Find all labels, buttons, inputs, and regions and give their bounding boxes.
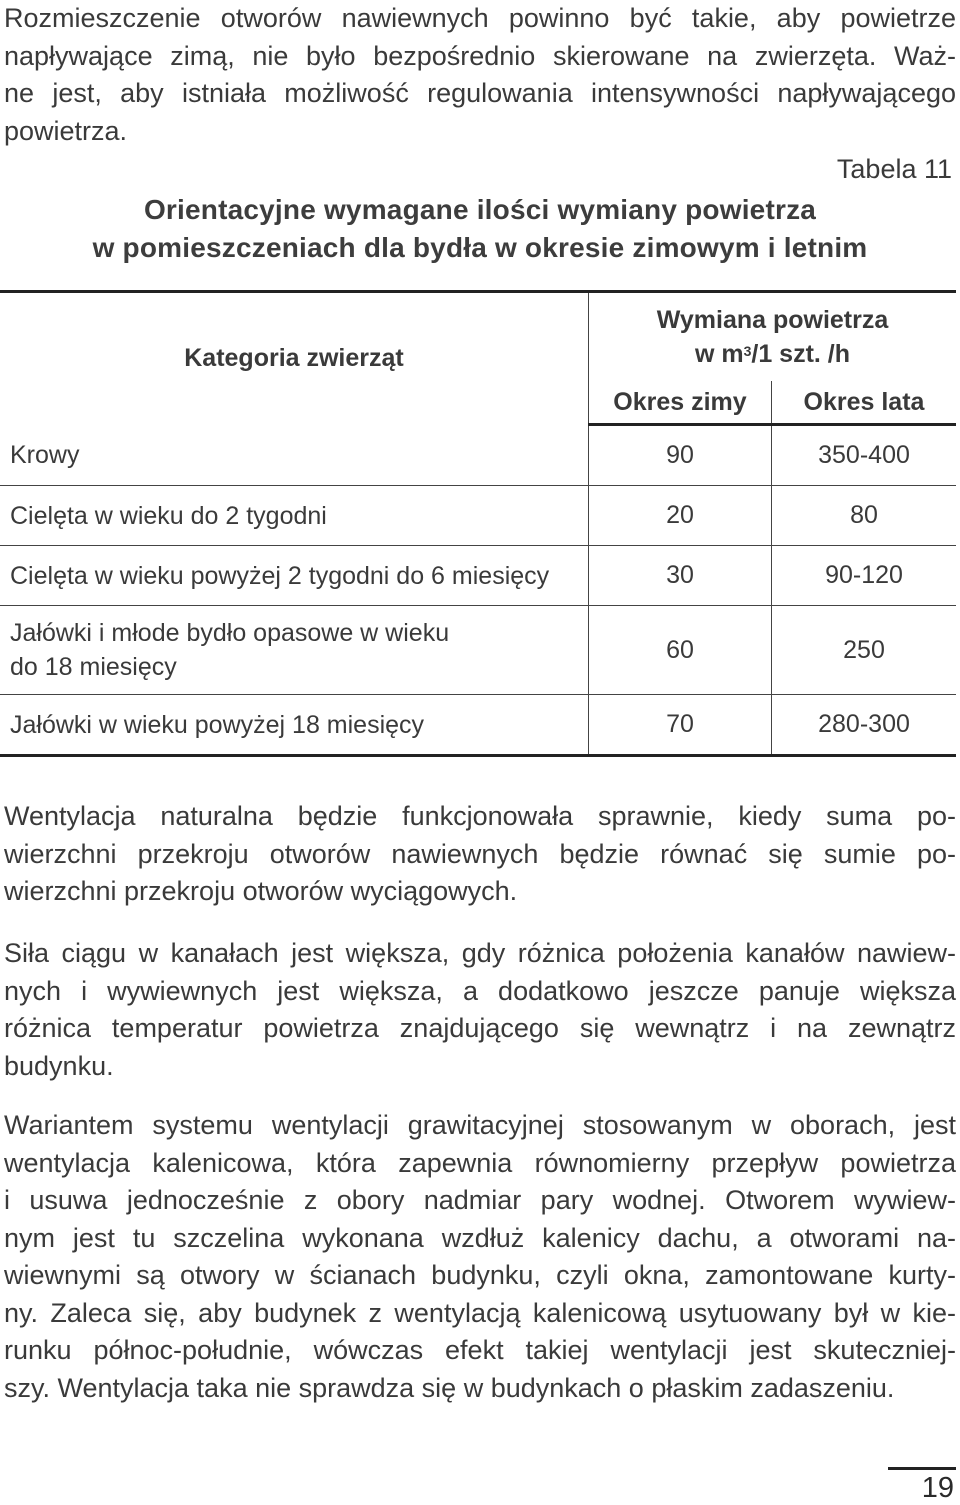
table-row: [0, 546, 956, 606]
text-line: Wentylacja naturalna będzie funkcjonowała sprawnie, kiedy suma po-: [4, 801, 956, 831]
text-line: nych i wywiewnych jest większa, a dodatkowo jeszcze panuje większa: [4, 975, 956, 1006]
text-line: powietrza.: [4, 115, 128, 146]
body-paragraph: [4, 1107, 956, 1407]
row-category: Jałówki i młode bydło opasowe w wieku do 18 miesięcy: [0, 606, 589, 695]
text-line: wierzchni przekroju otworów nawiewnych będzie równać się sumie po-: [4, 838, 956, 869]
row-summer-value: 280-300: [772, 695, 957, 756]
text-line: Siła ciągu w kanałach jest większa, gdy różnica położenia kanałów nawiew-: [4, 938, 956, 968]
header-summer: Okres lata: [772, 381, 957, 425]
text-line: i usuwa jednocześnie z obory nadmiar pary wodnej. Otworem wywiew-: [4, 1185, 956, 1215]
header-winter: Okres zimy: [589, 381, 772, 425]
row-winter-value: 70: [589, 695, 772, 756]
row-winter-value: 20: [589, 486, 772, 546]
table-label: Tabela 11: [836, 154, 952, 184]
text-line: nym jest tu szczelina wykonana wzdłuż kalenicy dachu, a otworami na-: [4, 1222, 956, 1253]
header-air-exchange-title: Wymiana powietrza: [656, 306, 889, 334]
text-line: budynku.: [4, 1050, 114, 1081]
text-line: ny. Zaleca się, aby budynek z wentylacją kalenicową usytuowany był w kie-: [4, 1297, 956, 1328]
text-line: Rozmieszczenie otworów nawiewnych powinno być takie, aby powietrze: [4, 3, 956, 33]
row-winter-value: 60: [589, 606, 772, 695]
table-caption-line: Orientacyjne wymagane ilości wymiany powietrza: [143, 194, 817, 225]
row-category: Cielęta w wieku powyżej 2 tygodni do 6 miesięcy: [0, 546, 589, 606]
text-line: runku północ-południe, wówczas efekt takiej wentylacji jest skuteczniej-: [4, 1335, 956, 1365]
row-category: Jałówki w wieku powyżej 18 miesięcy: [0, 695, 589, 756]
page-number-rule: [888, 1467, 956, 1470]
row-winter-value: 90: [589, 425, 772, 486]
header-air-exchange: [589, 292, 957, 382]
body-paragraph: [4, 935, 956, 1085]
header-air-exchange-unit: w $m^3/1$ szt. /h: [694, 340, 851, 368]
text-line: szy. Wentylacja taka nie sprawdza się w budynkach o płaskim zadaszeniu.: [4, 1372, 895, 1403]
row-winter-value: 30: [589, 546, 772, 606]
row-category: Krowy: [0, 425, 589, 486]
row-summer-value: 90-120: [772, 546, 957, 606]
row-summer-value: 80: [772, 486, 957, 546]
row-category: Cielęta w wieku do 2 tygodni: [0, 486, 589, 546]
table-row: [0, 695, 956, 756]
text-line: wiewnymi są otwory w ścianach budynku, czyli okna, zamontowane kurty-: [4, 1260, 956, 1290]
text-line: Wariantem systemu wentylacji grawitacyjnej stosowanym w oborach, jest: [4, 1110, 956, 1140]
table-row: [0, 425, 956, 486]
body-paragraph: [4, 798, 956, 911]
row-summer-value: 250: [772, 606, 957, 695]
text-line: wierzchni przekroju otworów wyciągowych.: [4, 876, 518, 906]
row-summer-value: 350-400: [772, 425, 957, 486]
table-row: [0, 486, 956, 546]
text-line: wentylacja kalenicowa, która zapewnia równomierny przepływ powietrza: [4, 1147, 956, 1178]
page-number: 19: [921, 1472, 954, 1504]
text-line: ne jest, aby istniała możliwość regulowania intensywności napływającego: [4, 78, 956, 108]
text-line: różnica temperatur powietrza znajdującego się wewnątrz i na zewnątrz: [4, 1013, 956, 1043]
intro-paragraph: [4, 0, 956, 150]
table-caption-line: w pomieszczeniach dla bydła w okresie zimowym i letnim: [92, 232, 868, 263]
air-exchange-table: [0, 290, 956, 757]
text-line: napływające zimą, nie było bezpośrednio skierowane na zwierzęta. Waż-: [4, 40, 956, 71]
table-row: [0, 606, 956, 695]
header-category: Kategoria zwierząt: [0, 292, 589, 425]
